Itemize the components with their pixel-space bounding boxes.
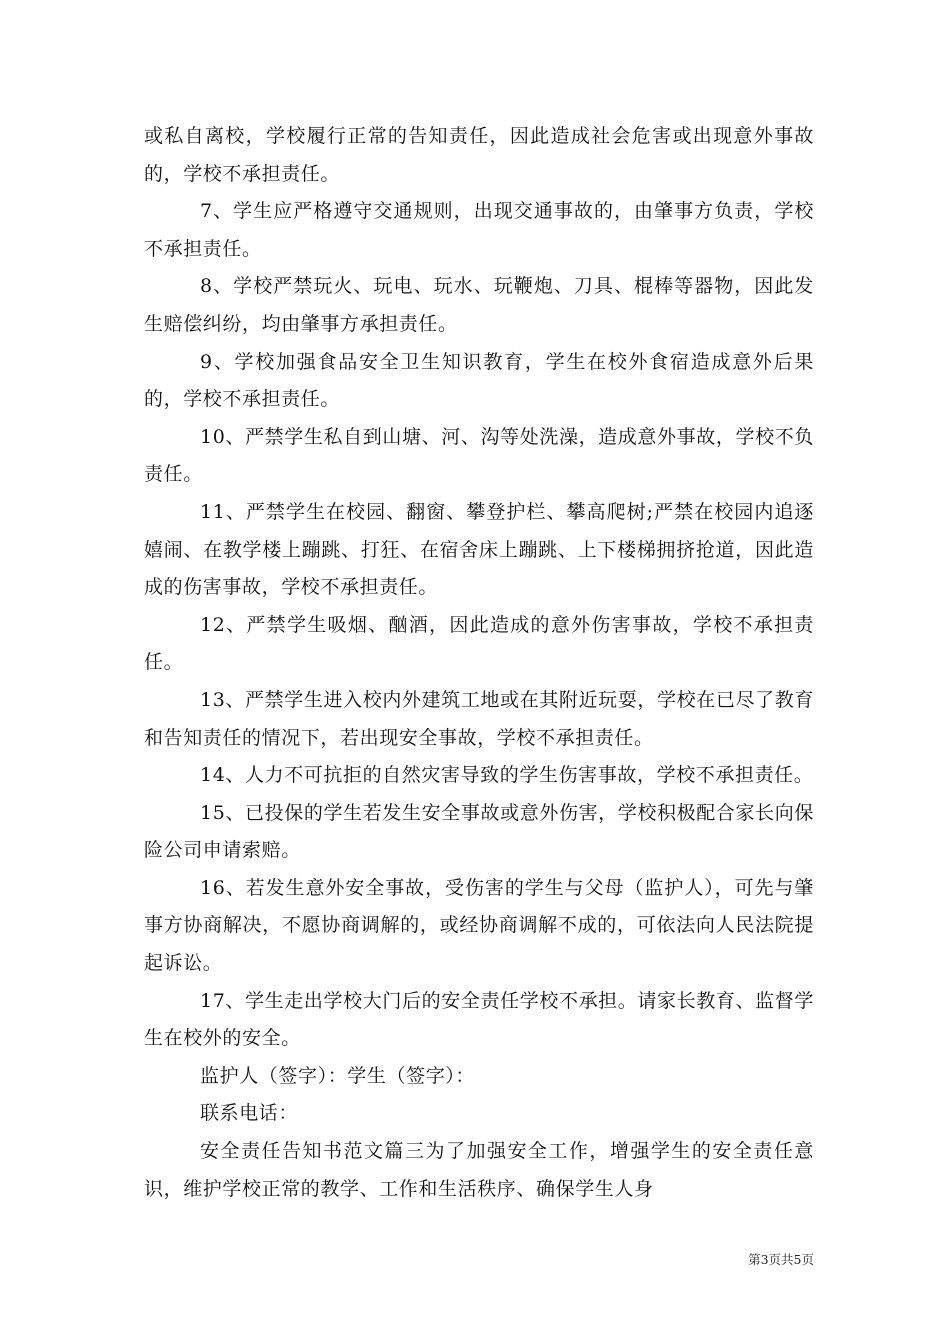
paragraph: 安全责任告知书范文篇三为了加强安全工作，增强学生的安全责任意识，维护学校正常的教学、工作和生活秩序、确保学生人身 [144,1140,814,1200]
paragraph: 14、人力不可抗拒的自然灾害导致的学生伤害事故，学校不承担责任。 [200,764,814,787]
paragraph: 11、严禁学生在校园、翻窗、攀登护栏、攀高爬树;严禁在校园内追逐嬉闹、在教学楼上蹦跳、打狂、在宿舍床上蹦跳、上下楼梯拥挤抢道，因此造成的伤害事故，学校不承担责任。 [144,500,814,599]
paragraph: 16、若发生意外安全事故，受伤害的学生与父母（监护人），可先与肇事方协商解决，不愿协商调解的，或经协商调解不成的，可依法向人民法院提起诉讼。 [144,876,814,975]
document-body [144,118,814,1208]
paragraph: 10、严禁学生私自到山塘、河、沟等处洗澡，造成意外事故，学校不负责任。 [144,425,814,486]
paragraph: 15、已投保的学生若发生安全事故或意外伤害，学校积极配合家长向保险公司申请索赔。 [144,801,814,862]
paragraph: 17、学生走出学校大门后的安全责任学校不承担。请家长教育、监督学生在校外的安全。 [144,989,814,1050]
paragraph: 7、学生应严格遵守交通规则，出现交通事故的，由肇事方负责，学校不承担责任。 [144,200,814,260]
paragraph: 或私自离校，学校履行正常的告知责任，因此造成社会危害或出现意外事故的，学校不承担责任。 [144,125,814,185]
contact-phone-line: 联系电话： [200,1102,299,1125]
paragraph: 12、严禁学生吸烟、酗酒，因此造成的意外伤害事故，学校不承担责任。 [144,613,814,674]
paragraph: 8、学校严禁玩火、玩电、玩水、玩鞭炮、刀具、棍棒等器物，因此发生赔偿纠纷，均由肇事方承担责任。 [144,275,814,335]
page-number: 第3页共5页 [748,1252,814,1267]
paragraph: 13、严禁学生进入校内外建筑工地或在其附近玩耍，学校在已尽了教育和告知责任的情况下，若出现安全事故，学校不承担责任。 [144,688,814,749]
paragraph: 9、学校加强食品安全卫生知识教育，学生在校外食宿造成意外后果的，学校不承担责任。 [144,350,814,411]
signature-line: 监护人（签字）：学生（签字）： [200,1064,476,1087]
